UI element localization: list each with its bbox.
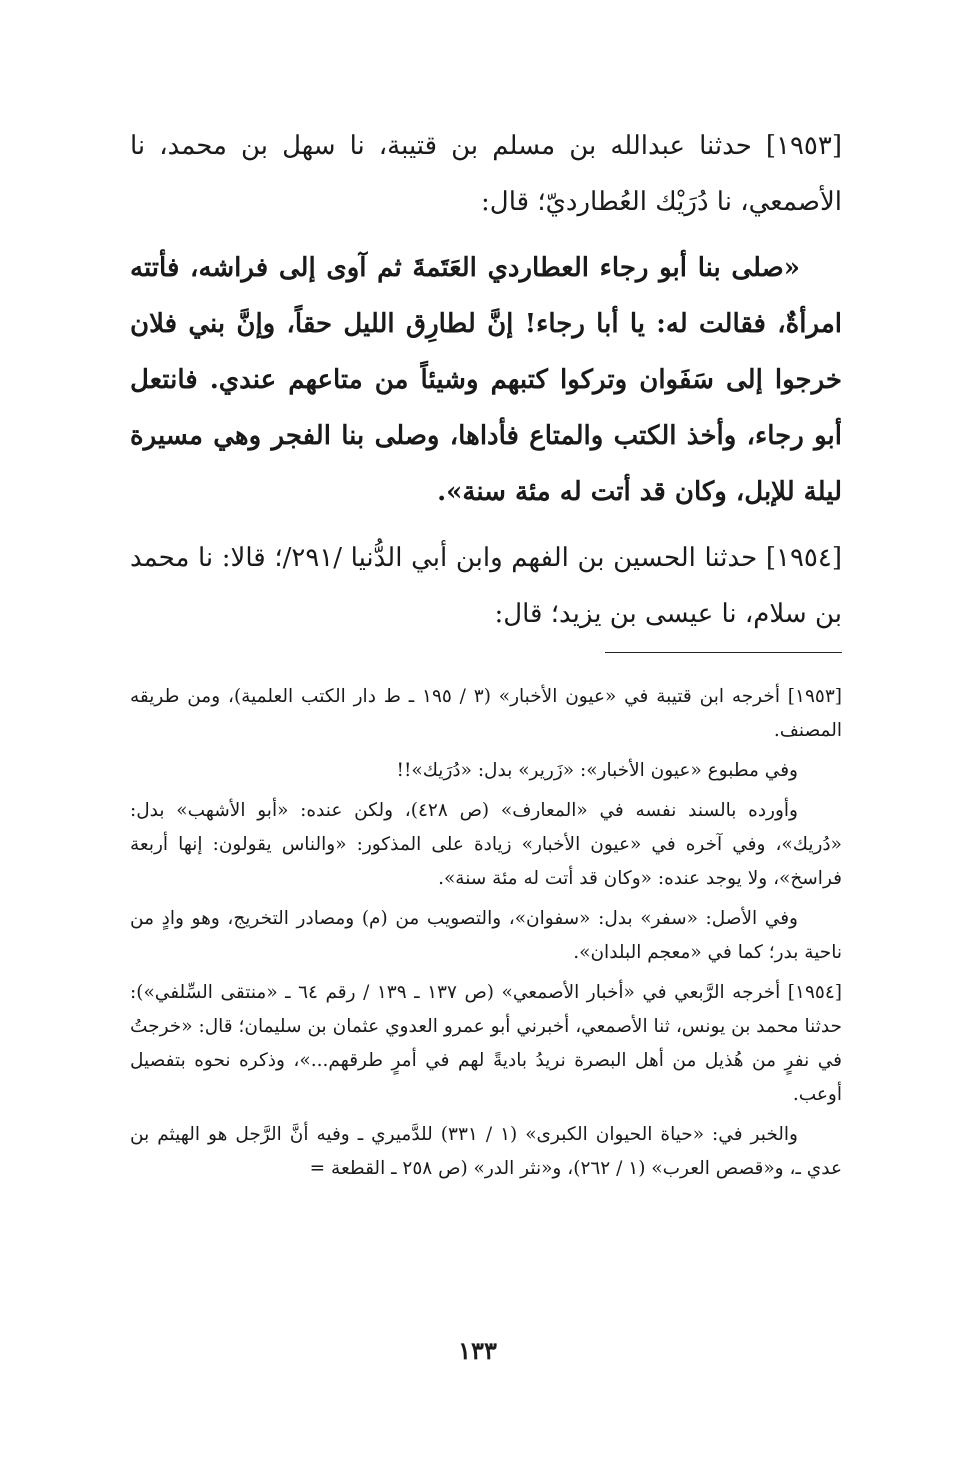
main-text (130, 118, 842, 642)
paragraph-1953: [١٩٥٣] حدثنا عبدالله بن مسلم بن قتيبة، نا سهل بن محمد، نا الأصمعي، نا دُرَيْك العُطارديّ؛ قال: (130, 131, 842, 217)
footnote-1953-correction: وفي الأصل: «سفر» بدل: «سفوان»، والتصويب من (م) ومصادر التخريج، وهو وادٍ من ناحية بدر؛ كما في «معجم البلدان». (130, 908, 842, 963)
page-number: ١٣٣ (458, 1336, 497, 1365)
footnote-1953-source: [١٩٥٣] أخرجه ابن قتيبة في «عيون الأخبار» (٣ / ١٩٥ ـ ط دار الكتب العلمية)، ومن طريقه المصنف. (130, 686, 842, 741)
footnote-divider (605, 652, 842, 653)
paragraph-1954: [١٩٥٤] حدثنا الحسين بن الفهم وابن أبي الدُّنيا /٢٩١/؛ قالا: نا محمد بن سلام، نا عيسى بن يزيد؛ قال: (130, 543, 842, 629)
footnote-1953-maarif: وأورده بالسند نفسه في «المعارف» (ص ٤٢٨)، ولكن عنده: «أبو الأشهب» بدل: «دُريك»، وفي آخره في «عيون الأخبار» زيادة على المذكور: «والناس يقولون: إنها أربعة فراسخ»، ولا يوجد عنده: «وكان قد أتت له مئة سنة». (130, 800, 842, 889)
quote-1953: «صلى بنا أبو رجاء العطاردي العَتَمةَ ثم آوى إلى فراشه، فأتته امرأةٌ، فقالت له: يا أبا رجاء! إنَّ لطارِق الليل حقاً، وإنَّ بني فلان خرجوا إلى سَفَوان وتركوا كتبهم وشيئاً من متاعهم عندي. فانتعل أبو رجاء، وأخذ الكتب والمتاع فأداها، وصلى بنا الفجر وهي مسيرة ليلة للإبل، وكان قد أتت له مئة سنة». (130, 253, 842, 507)
footnote-1954-source: [١٩٥٤] أخرجه الرَّبعي في «أخبار الأصمعي» (ص ١٣٧ ـ ١٣٩ / رقم ٦٤ ـ «منتقى السِّلفي»): حدثنا محمد بن يونس، ثنا الأصمعي، أخبرني أبو عمرو العدوي عثمان بن سليمان؛ قال: «خرجتُ في نفرٍ من هُذيل من أهل البصرة نريدُ باديةً لهم في أمرٍ طرقهم...»، وذكره نحوه بتفصيل أوعب. (130, 982, 842, 1105)
footnote-1954-other-sources: والخبر في: «حياة الحيوان الكبرى» (١ / ٣٣١) للدَّميري ـ وفيه أنَّ الرَّجل هو الهيثم بن عدي ـ، و«قصص العرب» (١ / ٢٦٢)، و«نثر الدر» (ص ٢٥٨ ـ القطعة = (130, 1124, 842, 1179)
footnotes (130, 680, 842, 1186)
footnote-1953-variant: وفي مطبوع «عيون الأخبار»: «زَرير» بدل: «دُرَيك»!! (396, 760, 798, 781)
